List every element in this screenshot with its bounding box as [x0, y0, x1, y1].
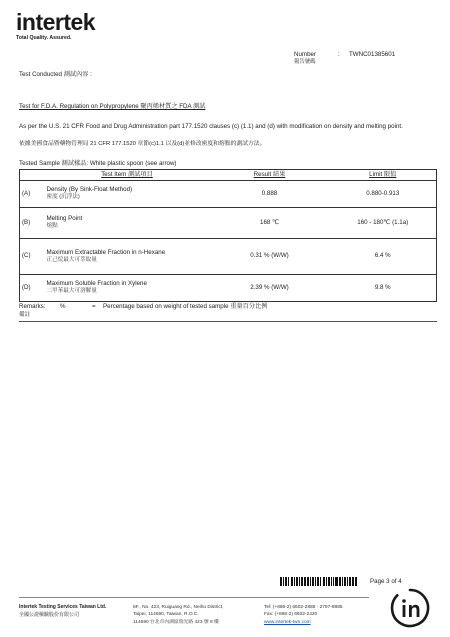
- footer-company: Intertek Testing Services Taiwan Ltd.: [19, 604, 107, 610]
- divider: [19, 321, 437, 322]
- barcode-bar: [315, 577, 316, 586]
- footer-company-cn: 全國公證檢驗股份有限公司: [19, 612, 80, 618]
- intertek-logo: [16, 11, 95, 42]
- barcode-bar: [336, 577, 338, 586]
- table-row: [20, 238, 437, 274]
- results-table: [19, 169, 437, 302]
- row-limit: 0.880-0.913: [330, 180, 437, 207]
- report-number-value: TWNC01385601: [349, 51, 396, 58]
- footer-fax: Fax: (+886-2) 6602-2420: [264, 612, 318, 618]
- tested-sample: Tested Sample 測試樣品: White plastic spoon (see arrow): [19, 160, 177, 167]
- header-id: [20, 170, 45, 181]
- header-test-item: Test Item 測試項目: [45, 170, 210, 181]
- row-item: [45, 180, 210, 207]
- barcode-bar: [294, 577, 295, 586]
- footer-address: [133, 604, 223, 626]
- barcode-bar: [313, 577, 314, 586]
- footer-divider: [19, 597, 369, 598]
- barcode-bar: [299, 577, 300, 586]
- method-paragraph-cn: 依據美國食品暨藥物管理局 21 CFR 177.1520 章節(c)1.1 以及(d)並修改密度和熔點的測試方法。: [19, 141, 266, 147]
- row-limit: 9.8 %: [330, 274, 437, 301]
- barcode-bar: [292, 577, 293, 586]
- barcode-bar: [310, 577, 311, 586]
- barcode-bar: [352, 577, 354, 586]
- row-item-en: Maximum Extractable Fraction in n-Hexane: [46, 248, 166, 256]
- row-item-cn: 正己烷最大可萃取量: [46, 256, 97, 263]
- table-header-row: [20, 170, 437, 181]
- footer-address-line-3: 114690 台北市內湖區瑞光路 423 號 8 樓: [133, 619, 219, 625]
- barcode-bar: [356, 577, 357, 586]
- row-result: 0.888: [210, 180, 330, 207]
- barcode-bar: [326, 577, 327, 586]
- barcode: [280, 577, 362, 586]
- footer-address-line-2: Taipei, 114690, Taiwan, R.O.C.: [133, 612, 199, 618]
- footer-address-line-1: 8F., No. 423, Ruiguang Rd., Neihu District,: [133, 605, 224, 610]
- table-row: [20, 180, 437, 207]
- row-item: [45, 207, 210, 238]
- barcode-bar: [331, 577, 332, 586]
- method-paragraph: As per the U.S. 21 CFR Food and Drug Administration part 177.1520 clauses (c) (1.1) and (d) with modification on density and melting point.: [19, 123, 403, 130]
- row-item-en: Maximum Soluble Fraction in Xylene: [46, 280, 147, 288]
- report-number-colon: :: [338, 51, 340, 58]
- report-number-label: Number: [294, 51, 317, 58]
- row-item-cn: 熔點: [46, 223, 58, 230]
- report-number-label-cn: 報告號碼: [294, 59, 316, 65]
- footer-website-link[interactable]: www.intertek-twn.com: [264, 619, 311, 625]
- row-limit: 6.4 %: [330, 238, 437, 274]
- logo-wordmark: intertek: [16, 9, 96, 35]
- logo-tagline: Total Quality. Assured.: [16, 35, 72, 41]
- row-item-cn: 二甲苯最大可溶解量: [46, 288, 97, 295]
- row-item: [45, 274, 210, 301]
- table-row: [20, 207, 437, 238]
- row-item-cn: 密度 (沉浮法): [46, 194, 80, 201]
- remarks-equals: =: [92, 303, 96, 310]
- footer-contact: [264, 604, 343, 626]
- row-result: 2.39 % (W/W): [210, 274, 330, 301]
- barcode-bar: [297, 577, 298, 586]
- remarks-label: Remarks:: [19, 303, 46, 310]
- row-id: (C): [20, 238, 45, 274]
- header-limit: Limit 限值: [330, 170, 437, 181]
- row-id: (D): [20, 274, 45, 301]
- barcode-bar: [288, 577, 290, 586]
- barcode-bar: [283, 577, 284, 586]
- remarks-label-cn: 備註: [19, 312, 31, 318]
- row-limit: 160 - 180℃ (1.1a): [330, 207, 437, 238]
- table-row: [20, 274, 437, 301]
- row-item-en: Density (By Sink-Float Method): [46, 186, 133, 194]
- row-result: 0.31 % (W/W): [210, 238, 330, 274]
- test-conducted-label: Test Conducted 測試內容 :: [19, 71, 92, 78]
- barcode-bar: [347, 577, 348, 586]
- section-title: Test for F.D.A. Regulation on Polypropylene 聚丙烯材質之 FDA 測試: [19, 103, 206, 110]
- barcode-bar: [304, 577, 306, 586]
- barcode-bar: [342, 577, 343, 586]
- row-item-en: Melting Point: [46, 215, 83, 223]
- row-item: [45, 238, 210, 274]
- remarks-text: Percentage based on weight of tested sample 重量百分比例: [103, 303, 268, 310]
- row-id: (A): [20, 180, 45, 207]
- row-result: 168 ℃: [210, 207, 330, 238]
- row-id: (B): [20, 207, 45, 238]
- intertek-in-logo-icon: [389, 587, 431, 629]
- footer-tel: Tel: (+886-2) 6602-2888 · 2797-8885: [264, 605, 343, 610]
- remarks-symbol: %: [60, 303, 66, 310]
- page-number: Page 3 of 4: [370, 578, 402, 585]
- barcode-bar: [320, 577, 322, 586]
- header-result: Result 結果: [210, 170, 330, 181]
